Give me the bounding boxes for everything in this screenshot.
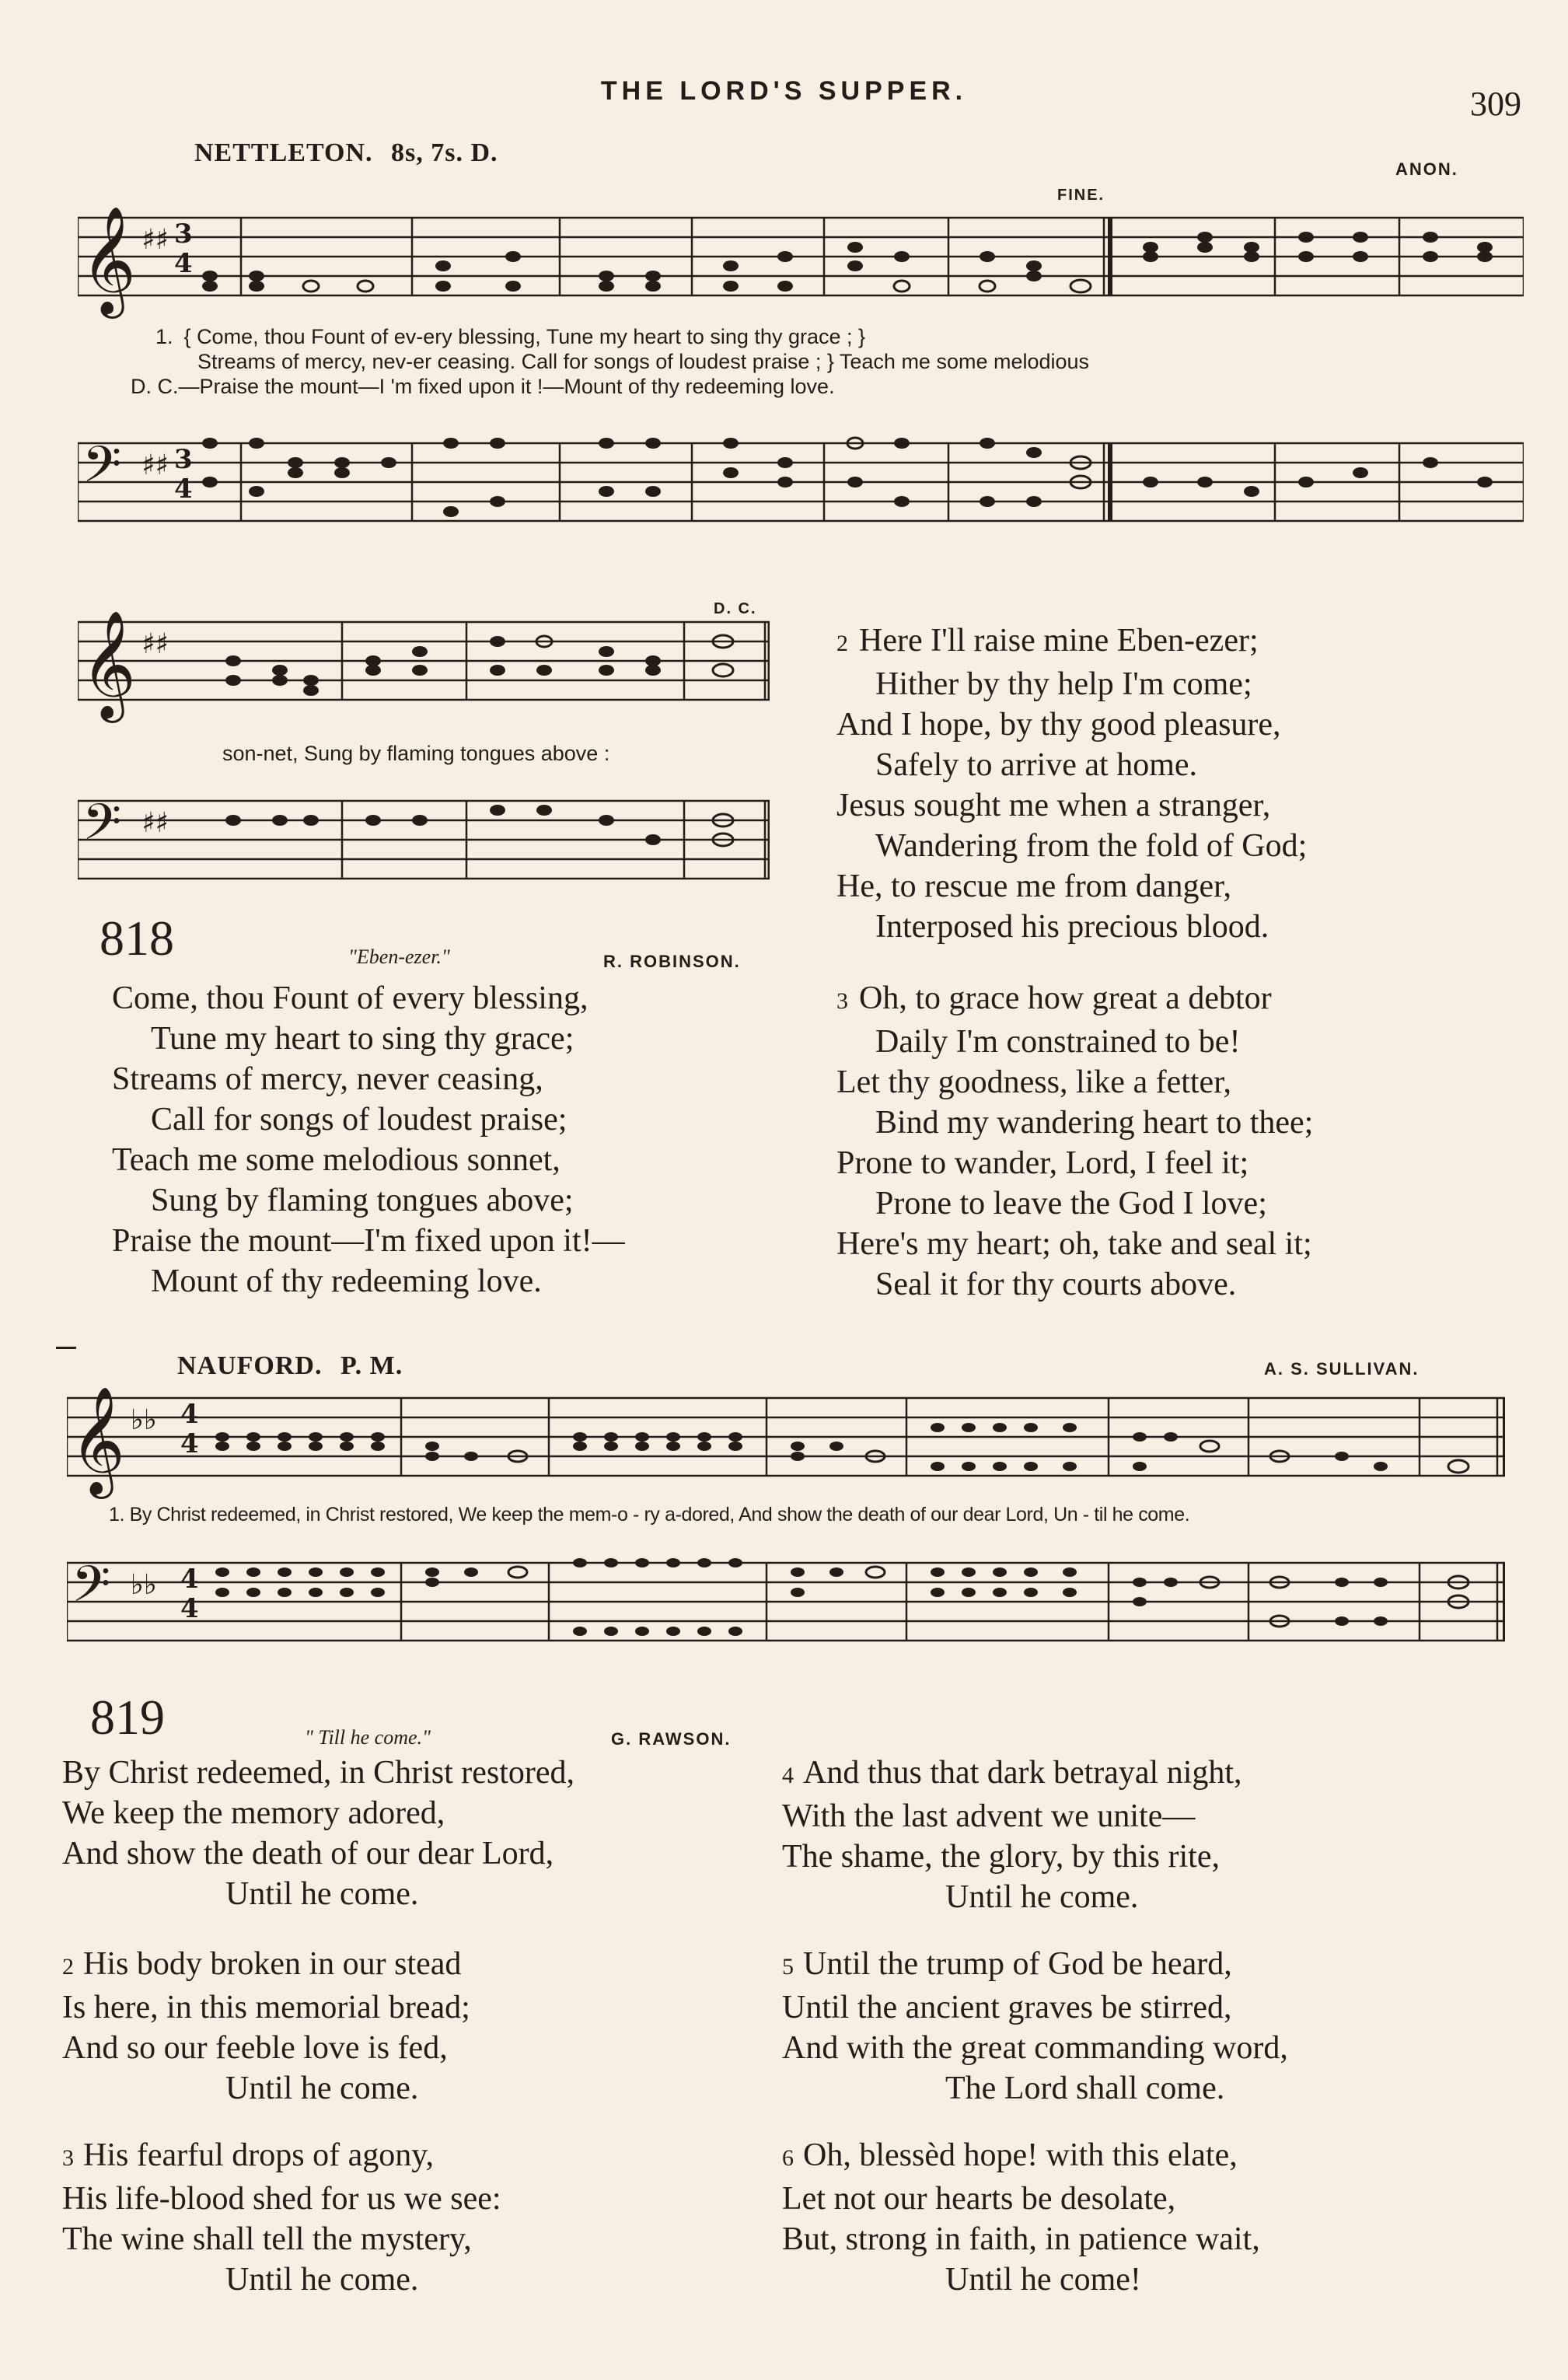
- svg-text:3: 3: [174, 444, 193, 475]
- hymn-author-819: G. RAWSON.: [611, 1729, 732, 1749]
- verse-number: 5: [782, 1954, 794, 1980]
- svg-text:4: 4: [180, 1428, 199, 1459]
- hymn-819-verse-6: 6 Oh, blessèd hope! with this elate, Let not our hearts be desolate, But, strong in faith, in patience wait, Until he come!: [782, 2137, 1260, 2298]
- verse-number: 3: [836, 988, 848, 1014]
- bass-staff-nauford: [67, 1539, 1505, 1664]
- svg-text:4: 4: [174, 248, 193, 279]
- hymn-818-verse-2: 2 Here I'll raise mine Eben-ezer; Hither by thy help I'm come; And I hope, by thy good pleasure, Safely to arrive at home. Jesus sought me when a stranger, Wandering from the fold of God; He, to rescue me from danger, Interposed his precious blood.: [836, 623, 1308, 945]
- hymn-number-819: 819: [90, 1690, 165, 1745]
- hymn-819-verse-1: By Christ redeemed, in Christ restored, We keep the memory adored, And show the death of our dear Lord, Until he come.: [62, 1755, 575, 1912]
- lyrics-nettleton-line-1: 1. { Come, thou Fount of ev-ery blessing, Tune my heart to sing thy grace ; }: [155, 325, 866, 348]
- page-number: 309: [1470, 85, 1521, 123]
- tune-meter: P. M.: [340, 1351, 403, 1380]
- svg-text:𝄞: 𝄞: [70, 1386, 125, 1494]
- lyrics-nettleton-line-2: Streams of mercy, nev-er ceasing. Call for songs of loudest praise ; } Teach me some melodious: [197, 350, 1090, 373]
- svg-text:♯♯: ♯♯: [141, 224, 169, 256]
- verse-number: 1.: [155, 325, 173, 348]
- svg-text:𝄞: 𝄞: [81, 610, 136, 718]
- fine-mark: FINE.: [1057, 187, 1105, 204]
- verse-number: 3: [62, 2145, 74, 2171]
- svg-text:♭♭: ♭♭: [131, 1404, 157, 1436]
- tune-meter: 8s, 7s. D.: [391, 138, 498, 167]
- svg-text:♯♯: ♯♯: [141, 628, 169, 660]
- running-head: THE LORD'S SUPPER.: [600, 76, 968, 106]
- svg-text:𝄢: 𝄢: [72, 1556, 111, 1626]
- tune-composer-nauford: A. S. SULLIVAN.: [1264, 1359, 1420, 1379]
- dc-mark: D. C.: [714, 600, 757, 617]
- hymn-819-verse-4: 4 And thus that dark betrayal night, With the last advent we unite— The shame, the glory, by this rite, Until he come.: [782, 1755, 1242, 1915]
- treble-staff-system-1: [78, 194, 1524, 319]
- lyrics-nettleton-system-2: son-net, Sung by flaming tongues above :: [222, 742, 610, 765]
- treble-staff-system-2: [78, 599, 770, 723]
- verse-number: 6: [782, 2145, 794, 2171]
- hymn-author-818: R. ROBINSON.: [603, 952, 741, 971]
- bass-staff-system-1: [78, 420, 1524, 544]
- lyrics-nettleton-line-3: D. C.—Praise the mount—I 'm fixed upon it !—Mount of thy redeeming love.: [131, 375, 835, 398]
- svg-text:4: 4: [174, 474, 193, 505]
- hymn-819-verse-2: 2 His body broken in our stead Is here, in this memorial bread; And so our feeble love is fed, Until he come.: [62, 1946, 470, 2106]
- tune-composer-nettleton: ANON.: [1395, 159, 1458, 179]
- svg-text:♯♯: ♯♯: [141, 807, 169, 839]
- hymn-819-verse-5: 5 Until the trump of God be heard, Until the ancient graves be stirred, And with the great commanding word, The Lord shall come.: [782, 1946, 1288, 2106]
- hymn-number-818: 818: [100, 910, 174, 966]
- treble-staff-nauford: [67, 1375, 1505, 1499]
- tune-name: NETTLETON.: [194, 138, 373, 167]
- svg-text:𝄢: 𝄢: [82, 794, 122, 864]
- svg-text:♯♯: ♯♯: [141, 449, 169, 481]
- hymn-818-verse-1: Come, thou Fount of every blessing, Tune my heart to sing thy grace; Streams of mercy, never ceasing, Call for songs of loudest praise; Teach me some melodious sonnet, Sung by flaming tongues above; Praise the mount—I'm fixed upon it!— Mount of thy redeeming love.: [112, 980, 625, 1299]
- lyrics-continuation: Teach me some melodious: [839, 350, 1090, 373]
- section-divider: [56, 1347, 76, 1349]
- svg-text:𝄞: 𝄞: [81, 206, 136, 314]
- svg-text:3: 3: [174, 218, 193, 250]
- verse-number: 4: [782, 1763, 794, 1788]
- verse-number: 2: [62, 1954, 74, 1980]
- svg-text:4: 4: [180, 1399, 199, 1430]
- hymn-tag-819: " Till he come.": [305, 1726, 431, 1749]
- svg-text:4: 4: [180, 1564, 199, 1595]
- hymn-818-verse-3: 3 Oh, to grace how great a debtor Daily I'm constrained to be! Let thy goodness, like a fetter, Bind my wandering heart to thee; Prone to wander, Lord, I feel it; Prone to leave the God I love; Here's my heart; oh, take and seal it; Seal it for thy courts above.: [836, 980, 1314, 1302]
- tune-name-nettleton: [194, 138, 498, 168]
- svg-text:𝄢: 𝄢: [82, 436, 122, 506]
- hymn-tag-818: "Eben-ezer.": [348, 945, 450, 968]
- hymn-819-verse-3: 3 His fearful drops of agony, His life-blood shed for us we see: The wine shall tell the mystery, Until he come.: [62, 2137, 501, 2298]
- svg-text:4: 4: [180, 1593, 199, 1624]
- bass-staff-system-2: [78, 778, 770, 902]
- lyrics-nauford: 1. By Christ redeemed, in Christ restored, We keep the mem-o - ry a-dored, And show the death of our dear Lord, Un - til he come.: [109, 1504, 1190, 1526]
- verse-number: 2: [836, 631, 848, 656]
- tune-name: NAUFORD.: [177, 1351, 323, 1380]
- svg-text:♭♭: ♭♭: [131, 1569, 157, 1601]
